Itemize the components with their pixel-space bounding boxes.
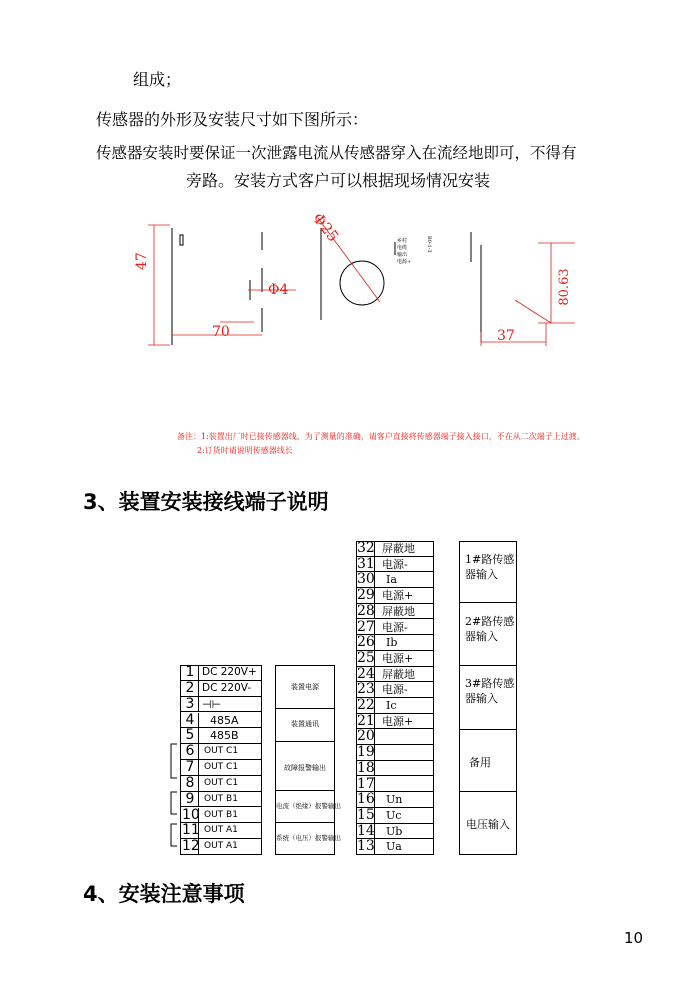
install-text-line1: 传感器安装时要保证一次泄露电流从传感器穿入在流经地即可，不得有 xyxy=(96,144,577,162)
terminal-label: OUT A1 xyxy=(204,841,238,852)
composition-text: 组成； xyxy=(133,70,182,89)
dim-80-63-label: 80.63 xyxy=(557,268,572,306)
func-system-alarm: 系统（电压）报警输出 xyxy=(276,834,341,842)
right-terminal-row xyxy=(356,745,434,761)
section-4-title: 4、安装注意事项 xyxy=(83,882,245,906)
right-terminal-row xyxy=(356,824,434,840)
left-terminal-row xyxy=(180,728,262,744)
terminal-number: 24 xyxy=(357,665,375,682)
label-line-1: 乡村 xyxy=(397,238,408,244)
terminal-number: 13 xyxy=(357,838,375,855)
terminal-number: 7 xyxy=(185,759,195,775)
terminal-label: 电源- xyxy=(382,620,408,634)
left-terminal-row xyxy=(180,713,262,729)
terminal-label: 电源+ xyxy=(382,589,414,603)
terminal-label: OUT C1 xyxy=(204,746,239,757)
terminal-label: 电源+ xyxy=(382,714,414,728)
dim-phi25-label: Φ25 xyxy=(308,209,343,246)
right-terminal-row xyxy=(356,557,434,573)
func-current-alarm: 电流（绝缘）报警输出 xyxy=(276,802,341,810)
func-device-power: 装置电源 xyxy=(291,683,319,691)
terminal-label: 屏蔽地 xyxy=(382,604,415,618)
terminal-label: Ia xyxy=(386,573,397,587)
func-device-comm: 装置通讯 xyxy=(291,720,319,728)
terminal-number: 5 xyxy=(185,727,195,744)
right-terminal-row xyxy=(356,635,434,651)
terminal-number: 11 xyxy=(182,822,200,839)
left-terminal-row xyxy=(180,839,262,855)
right-terminal-row xyxy=(356,604,434,620)
func-sensor-3: 3#路传感器输入 xyxy=(465,677,515,705)
terminal-label: 485A xyxy=(210,713,239,727)
right-terminal-row xyxy=(356,808,434,824)
terminal-number: 14 xyxy=(357,822,375,839)
dim-70-label: 70 xyxy=(212,324,230,340)
right-terminal-row xyxy=(356,667,434,683)
terminal-label: OUT B1 xyxy=(204,793,238,804)
terminal-label: 电源- xyxy=(382,683,408,697)
terminal-number: 6 xyxy=(185,743,195,760)
right-terminal-row xyxy=(356,682,434,698)
section-3-title: 3、装置安装接线端子说明 xyxy=(83,490,329,514)
left-terminal-row xyxy=(180,697,262,713)
label-line-4: 电源+ xyxy=(397,259,412,265)
right-terminal-row xyxy=(356,620,434,636)
terminal-number: 10 xyxy=(182,806,200,823)
left-terminal-row xyxy=(180,665,262,681)
terminal-label: OUT B1 xyxy=(204,809,238,820)
right-terminal-row xyxy=(356,761,434,777)
terminal-number: 12 xyxy=(182,838,200,855)
remark-line-1: 备注：1:装置出厂时已接传感器线，为了测量的准确，请客户直接将传感器端子接入接口，不在从二次端子上过渡。 xyxy=(177,432,585,441)
right-terminal-row xyxy=(356,777,434,793)
right-terminal-row xyxy=(356,714,434,730)
terminal-label: Uc xyxy=(386,808,402,822)
dim-phi4-label: Φ4 xyxy=(268,282,289,298)
terminal-label: ⊣⊢ xyxy=(202,697,222,711)
terminal-number: 2 xyxy=(185,679,195,696)
terminal-number: 21 xyxy=(357,712,375,729)
right-terminal-row xyxy=(356,651,434,667)
left-slot xyxy=(180,235,183,245)
terminal-number: 27 xyxy=(357,618,375,635)
terminal-number: 25 xyxy=(357,649,375,666)
terminal-label: OUT A1 xyxy=(204,825,238,836)
func-voltage-input: 电压输入 xyxy=(466,818,510,831)
terminal-label: DC 220V- xyxy=(202,681,252,694)
terminal-number: 26 xyxy=(357,634,375,651)
dim-47-label: 47 xyxy=(134,252,150,270)
terminal-label: 电源+ xyxy=(382,651,414,665)
terminal-label: Ib xyxy=(386,636,398,650)
terminal-label: 电源- xyxy=(382,557,408,571)
terminal-number: 23 xyxy=(357,681,375,698)
terminal-number: 18 xyxy=(357,759,375,776)
right-terminal-row xyxy=(356,541,434,557)
terminal-number: 31 xyxy=(357,555,375,572)
terminal-label: Ua xyxy=(386,840,402,854)
left-terminal-row xyxy=(180,760,262,776)
terminal-label: 屏蔽地 xyxy=(382,542,415,555)
left-function-box xyxy=(275,665,341,855)
terminal-label: OUT C1 xyxy=(204,762,239,772)
terminal-label: Ub xyxy=(386,824,403,838)
terminal-number: 1 xyxy=(185,664,195,680)
label-side-code: B0-1-3 xyxy=(426,236,432,253)
terminal-number: 30 xyxy=(357,571,375,588)
terminal-label: DC 220V+ xyxy=(202,666,257,678)
left-terminal-row xyxy=(180,776,262,792)
left-terminal-row xyxy=(180,744,262,760)
terminal-number: 3 xyxy=(185,695,195,712)
terminal-number: 28 xyxy=(357,602,375,619)
label-line-3: 输出 xyxy=(397,252,408,258)
remark-line-2: 2:订货时请说明传感器线长 xyxy=(197,446,293,455)
right-terminal-row xyxy=(356,588,434,604)
right-terminal-row xyxy=(356,698,434,714)
func-fault-alarm: 故障报警输出 xyxy=(284,764,326,772)
right-terminal-row xyxy=(356,839,434,855)
jumper-brackets xyxy=(165,740,183,855)
terminal-label: OUT C1 xyxy=(204,777,239,788)
terminal-number: 8 xyxy=(185,774,195,791)
left-terminal-row xyxy=(180,823,262,839)
page-number: 10 xyxy=(624,929,644,947)
terminal-number: 32 xyxy=(357,540,375,556)
terminal-number: 17 xyxy=(357,775,375,792)
right-terminal-row xyxy=(356,572,434,588)
terminal-number: 29 xyxy=(357,587,375,604)
left-terminal-row xyxy=(180,792,262,808)
terminal-label: 485B xyxy=(210,729,239,743)
dimensions-intro-text: 传感器的外形及安装尺寸如下图所示： xyxy=(96,110,369,129)
install-text-line2: 旁路。安装方式客户可以根据现场情况安装 xyxy=(186,171,491,190)
sensor-dimension-drawing xyxy=(0,0,700,470)
left-terminal-row xyxy=(180,681,262,697)
right-terminal-row xyxy=(356,729,434,745)
func-sensor-2: 2#路传感器输入 xyxy=(465,615,515,643)
terminal-number: 4 xyxy=(185,711,195,728)
terminal-label: 屏蔽地 xyxy=(382,667,415,681)
left-terminal-row xyxy=(180,808,262,824)
right-terminal-row xyxy=(356,792,434,808)
terminal-label: Ic xyxy=(386,699,397,712)
terminal-number: 20 xyxy=(357,728,375,745)
func-spare: 备用 xyxy=(469,756,491,769)
terminal-number: 22 xyxy=(357,697,375,713)
label-line-2: 电缆 xyxy=(397,245,408,251)
terminal-number: 19 xyxy=(357,744,375,761)
dim-37-label: 37 xyxy=(497,328,515,344)
terminal-number: 9 xyxy=(185,790,195,807)
terminal-number: 15 xyxy=(357,806,375,823)
terminal-number: 16 xyxy=(357,791,375,808)
func-sensor-1: 1#路传感器输入 xyxy=(465,553,515,581)
terminal-label: Un xyxy=(386,793,403,807)
